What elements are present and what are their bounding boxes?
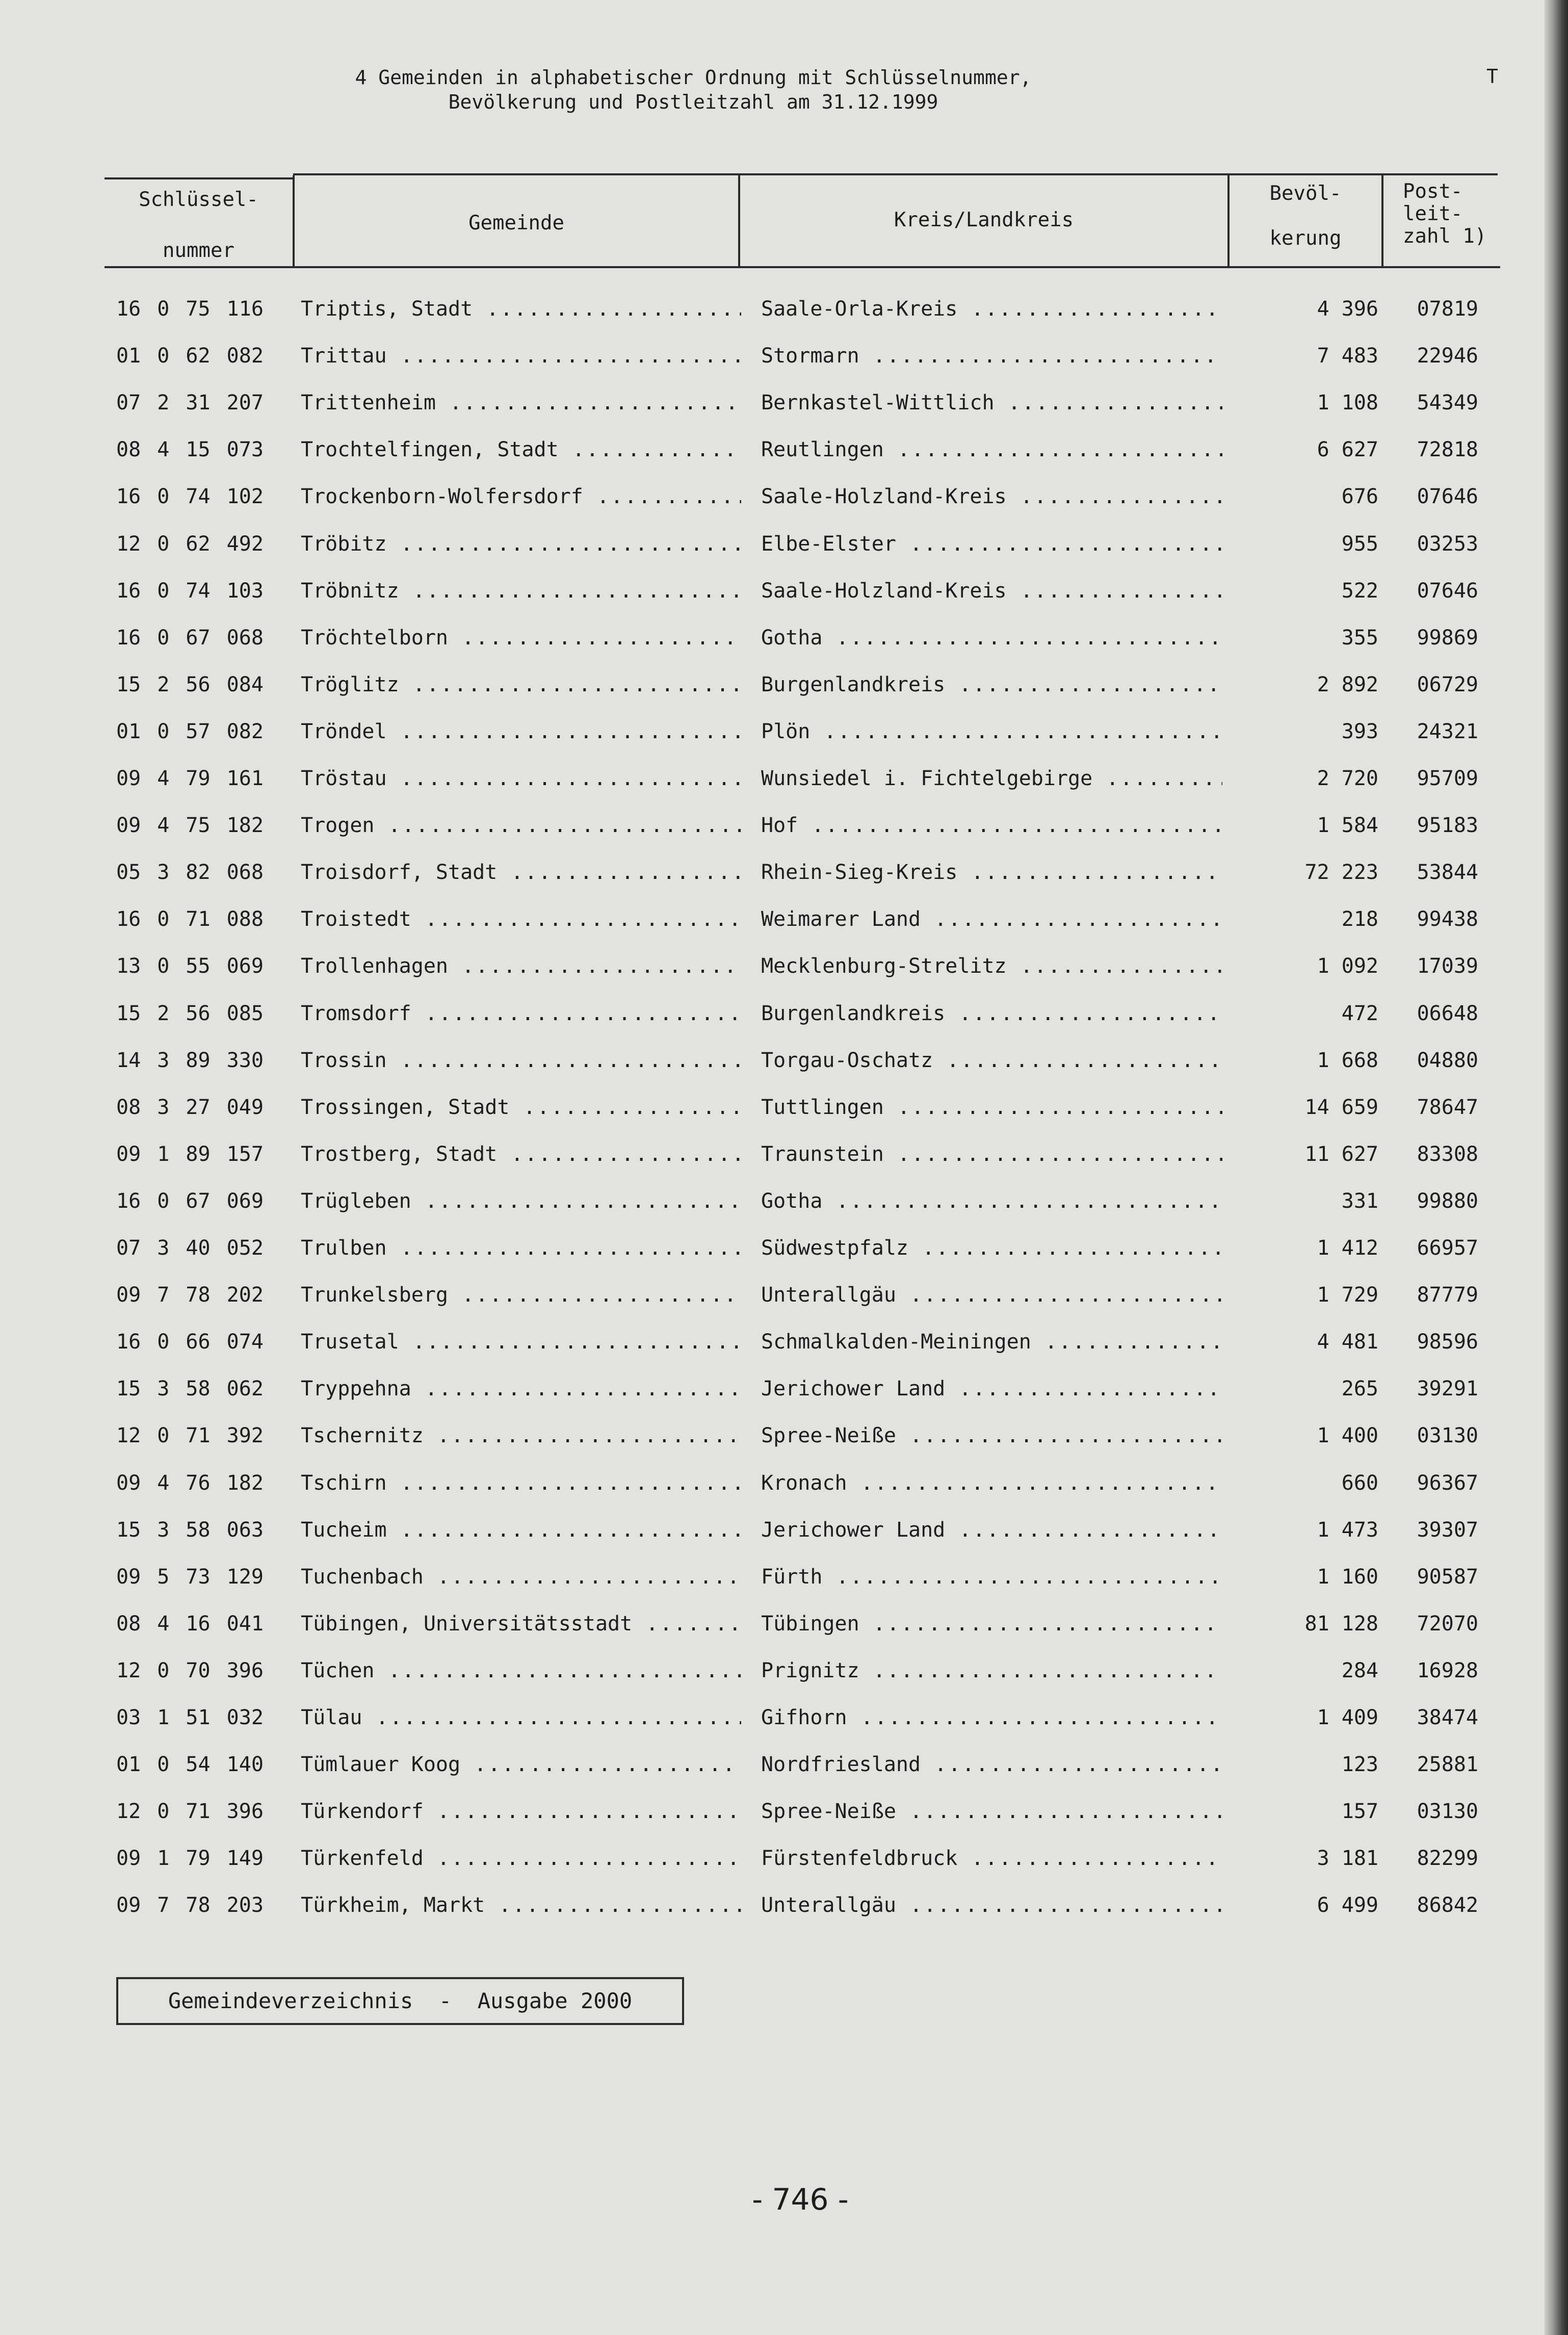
schluesselnummer-cell: 08 3 27 049 — [116, 1095, 264, 1119]
table-row — [0, 344, 1529, 391]
kreis-cell: Spree-Neiße ..... — [761, 1423, 1222, 1448]
table-row — [0, 1189, 1529, 1236]
bevoelkerung-cell: 11 627 — [1304, 1142, 1378, 1166]
schluesselnummer-cell: 15 3 58 063 — [116, 1518, 264, 1542]
table-row — [0, 1612, 1529, 1658]
postleitzahl-cell: 06729 — [1417, 672, 1478, 696]
postleitzahl-cell: 04880 — [1417, 1048, 1478, 1072]
bevoelkerung-cell: 1 092 — [1317, 954, 1378, 978]
gemeinde-cell: Tümlauer Koog ..... — [301, 1752, 741, 1777]
col-header-bev-line1: Bevöl- — [1269, 182, 1342, 205]
table-row — [0, 1283, 1529, 1330]
table-row — [0, 1518, 1529, 1565]
gemeinde-cell: Trusetal ..... — [301, 1330, 741, 1354]
postleitzahl-cell: 07646 — [1417, 579, 1478, 603]
postleitzahl-cell: 39291 — [1417, 1377, 1478, 1401]
kreis-cell: Unterallgäu ..... — [761, 1893, 1222, 1917]
gemeinde-cell: Trockenborn-Wolfersdorf ..... — [301, 484, 741, 509]
title-line-1: 4 Gemeinden in alphabetischer Ordnung mit Schlüsselnummer, — [355, 66, 1032, 89]
gemeinde-cell: Tucheim ..... — [301, 1518, 741, 1542]
kreis-cell: Südwestpfalz ..... — [761, 1236, 1222, 1260]
kreis-cell: Spree-Neiße ..... — [761, 1799, 1222, 1824]
col-header-schluessel — [104, 179, 293, 266]
kreis-cell: Saale-Orla-Kreis ..... — [761, 297, 1222, 321]
bevoelkerung-cell: 72 223 — [1304, 861, 1378, 885]
postleitzahl-cell: 53844 — [1417, 861, 1478, 885]
schluesselnummer-cell: 01 0 57 082 — [116, 719, 264, 743]
kreis-cell: Tübingen ..... — [761, 1612, 1222, 1636]
table-row — [0, 1471, 1529, 1518]
postleitzahl-cell: 90587 — [1417, 1565, 1478, 1589]
table-row — [0, 484, 1529, 531]
kreis-cell: Burgenlandkreis ..... — [761, 672, 1222, 697]
schluesselnummer-cell: 16 0 67 068 — [116, 626, 264, 650]
kreis-cell: Jerichower Land ..... — [761, 1518, 1222, 1542]
gemeinde-cell: Türkheim, Markt ..... — [301, 1893, 741, 1917]
kreis-cell: Traunstein ..... — [761, 1142, 1222, 1166]
gemeinde-cell: Trostberg, Stadt ..... — [301, 1142, 741, 1166]
postleitzahl-cell: 25881 — [1417, 1753, 1478, 1777]
gemeinde-cell: Trulben ..... — [301, 1236, 741, 1260]
kreis-cell: Prignitz ..... — [761, 1658, 1222, 1683]
postleitzahl-cell: 99869 — [1417, 626, 1478, 650]
schluesselnummer-cell: 09 5 73 129 — [116, 1565, 264, 1589]
schluesselnummer-cell: 01 0 62 082 — [116, 344, 264, 368]
table-row — [0, 437, 1529, 484]
table-row — [0, 766, 1529, 813]
col-header-gemeinde-text: Gemeinde — [468, 212, 564, 235]
gemeinde-cell: Tülau ..... — [301, 1705, 741, 1730]
gemeinde-cell: Trossin ..... — [301, 1048, 741, 1073]
postleitzahl-cell: 99438 — [1417, 907, 1478, 931]
kreis-cell: Kronach ..... — [761, 1471, 1222, 1495]
schluesselnummer-cell: 08 4 16 041 — [116, 1612, 264, 1636]
schluesselnummer-cell: 09 1 89 157 — [116, 1142, 264, 1166]
gemeinde-cell: Tröbnitz ..... — [301, 579, 741, 603]
table-row — [0, 813, 1529, 860]
table-row — [0, 1142, 1529, 1189]
page-title — [316, 65, 1070, 114]
col-header-plz-line3: zahl 1) — [1403, 225, 1487, 248]
bevoelkerung-cell: 6 627 — [1317, 438, 1378, 462]
postleitzahl-cell: 17039 — [1417, 954, 1478, 978]
col-header-gemeinde — [295, 179, 738, 266]
bevoelkerung-cell: 4 396 — [1317, 297, 1378, 321]
gemeinde-cell: Tröglitz ..... — [301, 672, 741, 697]
kreis-cell: Weimarer Land ..... — [761, 907, 1222, 931]
gemeinde-cell: Tröstau ..... — [301, 766, 741, 791]
schluesselnummer-cell: 07 2 31 207 — [116, 391, 264, 415]
postleitzahl-cell: 87779 — [1417, 1283, 1478, 1307]
col-header-plz-line2: leit- — [1403, 202, 1463, 225]
schluesselnummer-cell: 09 7 78 202 — [116, 1283, 264, 1307]
postleitzahl-cell: 86842 — [1417, 1893, 1478, 1917]
postleitzahl-cell: 06648 — [1417, 1001, 1478, 1025]
postleitzahl-cell: 03253 — [1417, 532, 1478, 556]
page-number: - 746 - — [752, 2182, 849, 2217]
kreis-cell: Reutlingen ..... — [761, 437, 1222, 462]
schluesselnummer-cell: 15 3 58 062 — [116, 1377, 264, 1401]
table-row — [0, 672, 1529, 719]
col-header-bevoelkerung — [1230, 175, 1381, 266]
title-line-2: Bevölkerung und Postleitzahl am 31.12.1999 — [448, 91, 938, 113]
table-row — [0, 297, 1529, 344]
corner-mark: T — [1486, 65, 1498, 88]
schluesselnummer-cell: 09 4 79 161 — [116, 767, 264, 790]
kreis-cell: Wunsiedel i. Fichtelgebirge ..... — [761, 766, 1222, 791]
bevoelkerung-cell: 1 400 — [1317, 1424, 1378, 1448]
gemeinde-cell: Tryppehna ..... — [301, 1377, 741, 1401]
bevoelkerung-cell: 1 473 — [1317, 1518, 1378, 1542]
kreis-cell: Rhein-Sieg-Kreis ..... — [761, 860, 1222, 885]
gemeinde-cell: Tuchenbach ..... — [301, 1565, 741, 1589]
col-header-plz — [1383, 175, 1501, 266]
bevoelkerung-cell: 284 — [1341, 1658, 1378, 1682]
schluesselnummer-cell: 07 3 40 052 — [116, 1236, 264, 1260]
kreis-cell: Hof ..... — [761, 813, 1222, 838]
kreis-cell: Torgau-Oschatz ..... — [761, 1048, 1222, 1073]
table-row — [0, 1377, 1529, 1423]
gemeinde-cell: Trochtelfingen, Stadt ..... — [301, 437, 741, 462]
table-row — [0, 860, 1529, 907]
table-row — [0, 907, 1529, 954]
bevoelkerung-cell: 1 108 — [1317, 391, 1378, 415]
postleitzahl-cell: 38474 — [1417, 1706, 1478, 1729]
table-row — [0, 1095, 1529, 1142]
col-header-kreis-text: Kreis/Landkreis — [894, 209, 1074, 231]
bevoelkerung-cell: 1 729 — [1317, 1283, 1378, 1307]
gemeinde-cell: Triptis, Stadt ..... — [301, 297, 741, 321]
postleitzahl-cell: 95183 — [1417, 814, 1478, 838]
gemeinde-cell: Tübingen, Universitätsstadt ..... — [301, 1612, 741, 1636]
bevoelkerung-cell: 522 — [1341, 579, 1378, 603]
postleitzahl-cell: 24321 — [1417, 719, 1478, 743]
postleitzahl-cell: 07819 — [1417, 297, 1478, 321]
schluesselnummer-cell: 16 0 74 103 — [116, 579, 264, 603]
schluesselnummer-cell: 16 0 67 069 — [116, 1189, 264, 1213]
col-header-bev-line2: kerung — [1269, 227, 1342, 250]
schluesselnummer-cell: 16 0 74 102 — [116, 485, 264, 509]
postleitzahl-cell: 99880 — [1417, 1189, 1478, 1213]
bevoelkerung-cell: 14 659 — [1304, 1095, 1378, 1119]
gemeinde-cell: Trossingen, Stadt ..... — [301, 1095, 741, 1120]
bevoelkerung-cell: 955 — [1341, 532, 1378, 556]
bevoelkerung-cell: 355 — [1341, 626, 1378, 650]
gemeinde-cell: Trittenheim ..... — [301, 391, 741, 415]
col-header-plz-line1: Post- — [1403, 180, 1463, 203]
table-row — [0, 954, 1529, 1001]
bevoelkerung-cell: 123 — [1341, 1753, 1378, 1777]
kreis-cell: Fürstenfeldbruck ..... — [761, 1846, 1222, 1871]
kreis-cell: Elbe-Elster ..... — [761, 532, 1222, 556]
gemeinde-cell: Tschirn ..... — [301, 1471, 741, 1495]
gemeinde-cell: Trittau ..... — [301, 344, 741, 368]
gemeinde-cell: Trügleben ..... — [301, 1189, 741, 1213]
table-row — [0, 1330, 1529, 1377]
schluesselnummer-cell: 12 0 71 396 — [116, 1800, 264, 1824]
postleitzahl-cell: 95709 — [1417, 767, 1478, 790]
schluesselnummer-cell: 15 2 56 085 — [116, 1001, 264, 1025]
postleitzahl-cell: 72070 — [1417, 1612, 1478, 1636]
kreis-cell: Saale-Holzland-Kreis ..... — [761, 579, 1222, 603]
postleitzahl-cell: 82299 — [1417, 1847, 1478, 1871]
bevoelkerung-cell: 1 160 — [1317, 1565, 1378, 1589]
schluesselnummer-cell: 13 0 55 069 — [116, 954, 264, 978]
bevoelkerung-cell: 3 181 — [1317, 1847, 1378, 1871]
table-row — [0, 1705, 1529, 1752]
schluesselnummer-cell: 03 1 51 032 — [116, 1706, 264, 1729]
schluesselnummer-cell: 09 7 78 203 — [116, 1893, 264, 1917]
kreis-cell: Stormarn ..... — [761, 344, 1222, 368]
kreis-cell: Saale-Holzland-Kreis ..... — [761, 484, 1222, 509]
schluesselnummer-cell: 08 4 15 073 — [116, 438, 264, 462]
schluesselnummer-cell: 14 3 89 330 — [116, 1048, 264, 1072]
schluesselnummer-cell: 16 0 71 088 — [116, 907, 264, 931]
bevoelkerung-cell: 6 499 — [1317, 1893, 1378, 1917]
col-header-schluessel-line1: Schlüssel- — [139, 188, 258, 211]
bevoelkerung-cell: 81 128 — [1304, 1612, 1378, 1636]
header-bottom-rule — [104, 266, 1500, 268]
col-header-schluessel-line2: nummer — [163, 239, 234, 262]
gemeinde-cell: Tromsdorf ..... — [301, 1001, 741, 1026]
table-row — [0, 1658, 1529, 1705]
gemeinde-cell: Tröbitz ..... — [301, 532, 741, 556]
gemeinde-cell: Troisdorf, Stadt ..... — [301, 860, 741, 885]
bevoelkerung-cell: 4 481 — [1317, 1330, 1378, 1354]
table-row — [0, 1565, 1529, 1612]
gemeinde-cell: Tröndel ..... — [301, 719, 741, 744]
gemeinde-cell: Tüchen ..... — [301, 1658, 741, 1683]
postleitzahl-cell: 54349 — [1417, 391, 1478, 415]
kreis-cell: Mecklenburg-Strelitz ..... — [761, 954, 1222, 978]
kreis-cell: Tuttlingen ..... — [761, 1095, 1222, 1120]
kreis-cell: Fürth ..... — [761, 1565, 1222, 1589]
table-row — [0, 1752, 1529, 1799]
bevoelkerung-cell: 7 483 — [1317, 344, 1378, 368]
kreis-cell: Gifhorn ..... — [761, 1705, 1222, 1730]
postleitzahl-cell: 96367 — [1417, 1471, 1478, 1495]
kreis-cell: Plön ..... — [761, 719, 1222, 744]
kreis-cell: Nordfriesland ..... — [761, 1752, 1222, 1777]
schluesselnummer-cell: 15 2 56 084 — [116, 672, 264, 696]
table-row — [0, 1893, 1529, 1940]
postleitzahl-cell: 98596 — [1417, 1330, 1478, 1354]
table-row — [0, 1048, 1529, 1095]
gemeinde-cell: Türkenfeld ..... — [301, 1846, 741, 1871]
schluesselnummer-cell: 12 0 62 492 — [116, 532, 264, 556]
schluesselnummer-cell: 09 4 75 182 — [116, 814, 264, 838]
schluesselnummer-cell: 09 4 76 182 — [116, 1471, 264, 1495]
kreis-cell: Unterallgäu ..... — [761, 1283, 1222, 1307]
gemeinde-cell: Trollenhagen ..... — [301, 954, 741, 978]
edition-box: Gemeindeverzeichnis - Ausgabe 2000 — [116, 1977, 684, 2025]
bevoelkerung-cell: 1 668 — [1317, 1048, 1378, 1072]
kreis-cell: Bernkastel-Wittlich ..... — [761, 391, 1222, 415]
kreis-cell: Burgenlandkreis ..... — [761, 1001, 1222, 1026]
table-row — [0, 1846, 1529, 1893]
kreis-cell: Jerichower Land ..... — [761, 1377, 1222, 1401]
bevoelkerung-cell: 1 409 — [1317, 1706, 1378, 1729]
postleitzahl-cell: 83308 — [1417, 1142, 1478, 1166]
postleitzahl-cell: 22946 — [1417, 344, 1478, 368]
postleitzahl-cell: 39307 — [1417, 1518, 1478, 1542]
postleitzahl-cell: 03130 — [1417, 1424, 1478, 1448]
table-row — [0, 719, 1529, 766]
kreis-cell: Gotha ..... — [761, 626, 1222, 650]
bevoelkerung-cell: 2 892 — [1317, 672, 1378, 696]
gemeinde-cell: Tschernitz ..... — [301, 1423, 741, 1448]
bevoelkerung-cell: 472 — [1341, 1001, 1378, 1025]
col-header-kreis — [740, 179, 1227, 266]
schluesselnummer-cell: 12 0 70 396 — [116, 1658, 264, 1682]
schluesselnummer-cell: 09 1 79 149 — [116, 1847, 264, 1871]
postleitzahl-cell: 72818 — [1417, 438, 1478, 462]
schluesselnummer-cell: 12 0 71 392 — [116, 1424, 264, 1448]
gemeinde-cell: Trogen ..... — [301, 813, 741, 838]
bevoelkerung-cell: 265 — [1341, 1377, 1378, 1401]
postleitzahl-cell: 66957 — [1417, 1236, 1478, 1260]
postleitzahl-cell: 16928 — [1417, 1658, 1478, 1682]
table-row — [0, 1799, 1529, 1846]
table-row — [0, 579, 1529, 626]
bevoelkerung-cell: 393 — [1341, 719, 1378, 743]
postleitzahl-cell: 78647 — [1417, 1095, 1478, 1119]
gemeinde-cell: Trunkelsberg ..... — [301, 1283, 741, 1307]
bevoelkerung-cell: 157 — [1341, 1800, 1378, 1824]
bevoelkerung-cell: 218 — [1341, 907, 1378, 931]
bevoelkerung-cell: 660 — [1341, 1471, 1378, 1495]
bevoelkerung-cell: 331 — [1341, 1189, 1378, 1213]
bevoelkerung-cell: 676 — [1341, 485, 1378, 509]
bevoelkerung-cell: 1 584 — [1317, 814, 1378, 838]
postleitzahl-cell: 07646 — [1417, 485, 1478, 509]
schluesselnummer-cell: 05 3 82 068 — [116, 861, 264, 885]
schluesselnummer-cell: 01 0 54 140 — [116, 1753, 264, 1777]
kreis-cell: Schmalkalden-Meiningen ..... — [761, 1330, 1222, 1354]
postleitzahl-cell: 03130 — [1417, 1800, 1478, 1824]
table-row — [0, 1236, 1529, 1283]
bevoelkerung-cell: 1 412 — [1317, 1236, 1378, 1260]
kreis-cell: Gotha ..... — [761, 1189, 1222, 1213]
gemeinde-cell: Türkendorf ..... — [301, 1799, 741, 1824]
gemeinde-cell: Troistedt ..... — [301, 907, 741, 931]
schluesselnummer-cell: 16 0 66 074 — [116, 1330, 264, 1354]
table-row — [0, 1001, 1529, 1048]
page-edge-shadow — [1545, 0, 1568, 2335]
table-row — [0, 626, 1529, 672]
schluesselnummer-cell: 16 0 75 116 — [116, 297, 264, 321]
table-row — [0, 1423, 1529, 1470]
table-row — [0, 532, 1529, 579]
bevoelkerung-cell: 2 720 — [1317, 767, 1378, 790]
table-row — [0, 391, 1529, 437]
gemeinde-cell: Tröchtelborn ..... — [301, 626, 741, 650]
